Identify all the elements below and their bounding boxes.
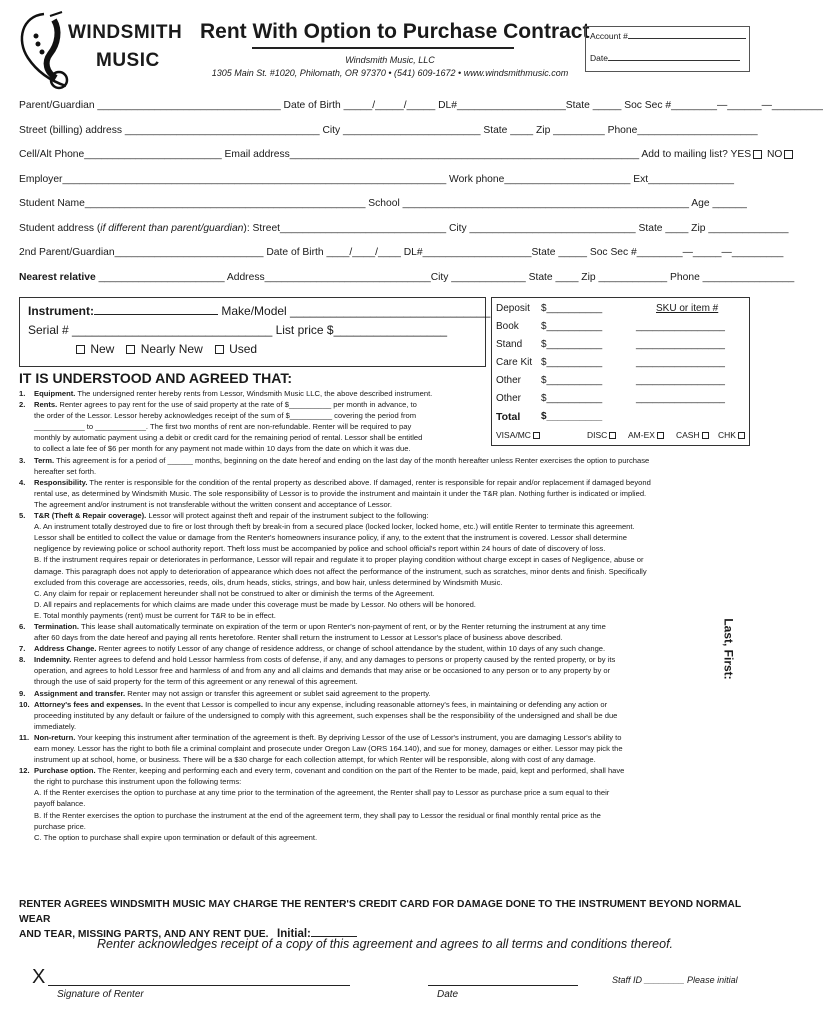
signature-date-label: Date [437, 989, 459, 1000]
mailing-yes-checkbox[interactable] [753, 150, 762, 159]
price-row-sku[interactable]: ________________ [636, 339, 725, 350]
term-line [19, 399, 489, 410]
term-number: 12. [19, 766, 30, 776]
term-line [19, 577, 743, 588]
term-text: operation, and agrees to hold Lessor free and harmless of and from any and all claims and demands that may arise or be occasioned to any person or to any property by or [34, 666, 611, 676]
term-text: purchase price. [34, 821, 86, 831]
price-row-label: Care Kit [496, 357, 533, 368]
term-text: A. If the Renter exercises the option to purchase at any time prior to the termination of the agreement, the Renter shall pay to Lessor as purchase price a sum equal to their [34, 788, 610, 798]
account-label: Account # [590, 31, 628, 41]
employer-row[interactable]: Employer___________________________________________________________________ Work phone______________________ Ext_______________ [19, 174, 734, 185]
student-name-row[interactable]: Student Name_________________________________________________ School __________________________________________________ Age ______ [19, 198, 747, 209]
signature-label: Signature of Renter [57, 989, 144, 1000]
term-line [19, 477, 743, 488]
new-label: New [90, 342, 115, 356]
term-title: Non-return. [34, 732, 76, 742]
term-text: monthly by automatic payment using a debit or credit card for the remaining period of rental. Lessor shall be entitled [34, 433, 423, 443]
term-text: ____________ to ____________. The first two months of rent are non-refundable. Renter will be required to pay [34, 422, 412, 432]
term-text: C. Any claim for repair or replacement hereunder shall not be construed to alter or diminish the terms of the Agreement. [34, 588, 435, 598]
agreement-heading: IT IS UNDERSTOOD AND AGREED THAT: [19, 370, 293, 386]
term-number: 8. [19, 655, 26, 665]
term-title: Responsibility. [34, 477, 88, 487]
term-line [19, 554, 743, 565]
term-title: Address Change. [34, 644, 97, 654]
price-row[interactable] [496, 375, 746, 389]
signature-line[interactable] [48, 985, 350, 986]
notice-line-2: AND TEAR, MISSING PARTS, AND ANY RENT DUE. [19, 929, 269, 940]
price-row-label: Book [496, 321, 519, 332]
student-address-row[interactable] [19, 223, 789, 234]
term-line [19, 765, 743, 776]
term-number: 10. [19, 699, 30, 709]
price-row[interactable] [496, 303, 746, 317]
term-line [19, 466, 743, 477]
price-row-amount[interactable]: $__________ [541, 375, 603, 386]
agreement-terms [19, 388, 743, 843]
student-address-rest: ): Street_____________________________ City _____________________________ State ____ Zip ______________ [243, 223, 789, 234]
notice-line-1: RENTER AGREES WINDSMITH MUSIC MAY CHARGE THE RENTER'S CREDIT CARD FOR DAMAGE DONE TO THE INSTRUMENT BEYOND NORMAL WEAR [19, 899, 741, 925]
date-signature-line[interactable] [428, 985, 578, 986]
term-text: E. Total monthly payments (rent) must be current for T&R to be in effect. [34, 610, 276, 620]
company-address: 1305 Main St. #1020, Philomath, OR 97370 • (541) 609-1672 • www.windsmithmusic.com [211, 68, 569, 78]
term-line [19, 787, 743, 798]
mailing-no-checkbox[interactable] [784, 150, 793, 159]
make-model-field: Make/Model ______________________________ [221, 304, 491, 318]
term-text: B. If the Renter exercises the option to purchase the instrument at the end of the agreement term, they shall pay to Lessor the residual or final monthly rental price as the [34, 810, 601, 820]
term-line [19, 388, 489, 399]
mailing-no-label: NO [767, 149, 783, 160]
term-text: rental use, as determined by Windsmith Music. The sole responsibility of Lessor is to provide the instrument and maintain it under the T&R plan. Nothing further is indicated or implied. [34, 488, 647, 498]
term-text: negligence by reviewing police or school authority report. Theft loss must be accompanied by police and school official's report within 24 hours of date of discovery of loss. [34, 544, 606, 554]
last-first-label-box [718, 620, 754, 690]
term-line [19, 532, 743, 543]
term-text: This agreement is for a period of ______ months, beginning on the date hereof and ending on the last day of the month hereafter unless Renter exercises the option to purchase [54, 455, 650, 465]
term-number: 6. [19, 621, 26, 631]
term-text: Renter agrees to notify Lessor of any change of residence address, or change of school attendance by the student, within 10 days of any such change. [96, 644, 606, 654]
term-title: Term. [34, 455, 55, 465]
term-text: In the event that Lessor is compelled to incur any expense, including reasonable attorney's fees, in maintaining or defending any action or [143, 699, 608, 709]
term-text: earn money. Lessor has the right to both file a criminal complaint and prosecute under Oregon Law (ORS 164.140), and sue for money, damages or either. Lessor may pick the [34, 744, 623, 753]
instrument-label: Instrument: [28, 304, 94, 318]
price-row-sku[interactable]: ________________ [636, 393, 725, 404]
term-text: payoff balance. [34, 799, 86, 809]
price-row[interactable] [496, 321, 746, 335]
price-row[interactable] [496, 357, 746, 371]
term-number: 4. [19, 477, 26, 487]
term-title: Termination. [34, 621, 80, 631]
term-line [19, 665, 743, 676]
price-row-amount[interactable]: $__________ [541, 357, 603, 368]
instrument-line[interactable] [28, 304, 490, 318]
term-text: to collect a late fee of $6 per month for any payment not made within 10 days from the date on which it was due. [34, 444, 411, 454]
payment-method-label: AM-EX [628, 430, 655, 440]
term-text: This lease shall automatically terminate on expiration of the term or upon Renter's non-payment of rent, or by the Renter returning the instrument at any time [79, 621, 606, 631]
student-address-note: if different than parent/guardian [100, 223, 244, 234]
company-name: Windsmith Music, LLC [345, 55, 435, 65]
credit-card-notice [19, 897, 759, 942]
term-text: C. The option to purchase shall expire upon termination or default of this agreement. [34, 832, 318, 842]
term-title: Purchase option. [34, 766, 96, 776]
term-line [19, 632, 743, 643]
term-text: hereafter set forth. [34, 466, 97, 476]
payment-method-label: DISC [587, 430, 608, 440]
last-first-label: Last, First: [721, 618, 736, 680]
term-text: The agreement and/or instrument is not transferable without the written consent and acceptance of Lessor. [34, 499, 392, 509]
price-row-sku[interactable]: ________________ [636, 375, 725, 386]
price-row-label: Other [496, 393, 522, 404]
price-row-label: Deposit [496, 303, 530, 314]
nearly-new-checkbox[interactable] [126, 345, 135, 354]
term-title: Rents. [34, 400, 58, 410]
account-date-label: Date [590, 53, 608, 63]
account-input[interactable] [628, 38, 746, 39]
term-line [19, 743, 743, 754]
payment-method-label: CHK [718, 430, 736, 440]
contact-row-text: Cell/Alt Phone________________________ Email address_____________________________________________________________ Add to mailing list? YES [19, 149, 752, 160]
term-number: 3. [19, 455, 26, 465]
instrument-box [19, 297, 491, 367]
term-text: The renter is responsible for the condition of the rental property as described above. If damaged, renter is responsible for repair and/or replacement if damaged beyond [87, 477, 651, 487]
term-text: Renter agrees to defend and hold Lessor harmless from costs of defense, if any, and any damages to persons or property caused by the rented property, or by its [71, 655, 616, 665]
price-row-amount[interactable]: $__________ [541, 393, 603, 404]
price-row-sku[interactable]: ________________ [636, 321, 725, 332]
acknowledgement-text: Renter acknowledges receipt of a copy of this agreement and agrees to all terms and conditions thereof. [96, 937, 674, 951]
term-line [19, 721, 743, 732]
term-title: Assignment and transfer. [34, 688, 126, 698]
account-line [590, 31, 746, 41]
term-title: T&R (Theft & Repair coverage). [34, 511, 147, 521]
payment-method-label: CASH [676, 430, 700, 440]
term-line [19, 443, 504, 454]
term-text: through the use of said property for the term of this agreement or any renewal of this agreement. [34, 677, 358, 687]
term-text: The undersigned renter hereby rents from Lessor, Windsmith Music LLC, the above described instrument. [75, 389, 433, 398]
nearest-relative-row[interactable] [19, 272, 794, 283]
term-line [19, 599, 743, 610]
term-line [19, 710, 743, 721]
price-row-sku[interactable]: ________________ [636, 357, 725, 368]
payment-method-label: VISA/MC [496, 430, 531, 440]
term-line [19, 810, 743, 821]
term-text: damage. This paragraph does not apply to deterioration of appearance which does not affect the performance of the instrument, such as scratches, minor dents and finish. Specifically [34, 566, 647, 576]
term-line [19, 732, 743, 743]
term-line [19, 499, 743, 510]
parent-guardian-row[interactable]: Parent/Guardian ________________________________ Date of Birth _____/_____/_____ DL#___________________State _____ Soc Sec #________—______—_________ [19, 100, 823, 111]
term-text: The Renter, keeping and performing each and every term, covenant and condition on the part of the Renter to be made, paid, kept and performed, shall have [95, 766, 625, 776]
term-title: Attorney's fees and expenses. [34, 699, 144, 709]
logo-text-line1: WINDSMITH [68, 22, 183, 43]
price-row[interactable] [496, 339, 746, 353]
term-line [19, 821, 743, 832]
term-text: B. If the instrument requires repair or deteriorates in performance, Lessor will repair and regulate it to proper playing condition without charge except in cases of Negligence, abuse or [34, 555, 644, 565]
term-text: the right to purchase this instrument upon the following terms: [34, 777, 242, 787]
price-row-amount[interactable]: $__________ [541, 321, 603, 332]
term-number: 9. [19, 688, 26, 698]
term-line [19, 832, 743, 843]
windsmith-logo [14, 10, 184, 92]
term-text: the order of the Lessor. Lessor hereby acknowledges receipt of the sum of $__________ covering the period from [34, 411, 417, 421]
term-text: instrument up at school, home, or business. There will be a $30 charge for each collection attempt, for which Renter will be responsible, along with cost of any damage. [34, 755, 596, 765]
term-line [19, 488, 743, 499]
term-line [19, 643, 743, 654]
term-text: proceeding instituted by any default or failure of the undersigned to comply with this agreement, such expenses shall be the responsibility of the undersigned and shall be due [34, 710, 618, 720]
staff-id-field[interactable]: Staff ID ________ Please initial [612, 975, 738, 985]
term-text: D. All repairs and replacements for which claims are made under this coverage must be made by Lessor. No others will be honored. [34, 599, 476, 609]
term-title: Indemnity. [34, 655, 72, 665]
term-line [19, 566, 743, 577]
nearly-new-label: Nearly New [140, 342, 203, 356]
initial-label: Initial: [277, 928, 311, 940]
used-label: Used [229, 342, 258, 356]
term-line [19, 510, 743, 521]
billing-address-row[interactable]: Street (billing) address __________________________________ City ________________________ State ____ Zip _________ Phone_____________________ [19, 125, 758, 136]
term-number: 5. [19, 511, 26, 521]
new-checkbox[interactable] [76, 345, 85, 354]
term-line [19, 610, 743, 621]
price-row-amount[interactable]: $__________ [541, 339, 603, 350]
account-box [585, 26, 750, 72]
condition-options [74, 342, 257, 356]
term-text: Your keeping this instrument after termination of the agreement is theft. By depriving Lessor of the use of Lessor's instrument, you are damaging Lessor's ability to [75, 732, 622, 742]
price-row-label: Other [496, 375, 522, 386]
term-line [19, 676, 743, 687]
account-date-input[interactable] [608, 60, 740, 61]
contact-row[interactable] [19, 149, 795, 160]
term-line [19, 521, 743, 532]
term-number: 7. [19, 644, 26, 654]
term-line [19, 776, 743, 787]
term-number: 1. [19, 389, 26, 398]
student-address-prefix: Student address ( [19, 223, 101, 234]
term-text: immediately. [34, 721, 77, 731]
term-number: 11. [19, 732, 30, 742]
title-underline [252, 47, 514, 49]
term-number: 2. [19, 400, 26, 410]
term-text: A. An instrument totally destroyed due to fire or lost through theft by break-in from a secured place (locked locker, locked home, etc.) will entitle Renter to terminate this agreement. [34, 522, 635, 532]
term-text: Lessor will protect against theft and repair of the instrument subject to the following: [146, 511, 429, 521]
term-line [19, 455, 743, 466]
logo-text-line2: MUSIC [96, 50, 160, 71]
term-text: after 60 days from the date hereof and paying all rents heretofore. Renter shall return the instrument to Lessor at Lessor's place of business above described. [34, 633, 563, 643]
used-checkbox[interactable] [215, 345, 224, 354]
nearest-relative-label: Nearest relative [19, 272, 96, 283]
term-text: Lessor shall be entitled to collect the value or damage from the Renter's homeowners insurance policy, if any, to the extent that the instrument is covered. Lessor shall determine [34, 533, 627, 543]
nearest-relative-rest: ______________________ Address_____________________________City _____________ State ____ Zip ____________ Phone ________________ [95, 272, 795, 283]
term-line [19, 410, 504, 421]
price-row-amount[interactable]: $__________ [541, 303, 603, 314]
term-text: Renter may not assign or transfer this agreement or sublet said agreement to the property. [125, 688, 431, 698]
date-line [590, 53, 740, 63]
term-text: excluded from this coverage are accessories, reeds, oils, drum heads, sticks, strings, and bow hair, unless determined by Windsmith Music. [34, 577, 503, 587]
signature-x-mark: X [32, 966, 46, 988]
term-line [19, 654, 743, 665]
instrument-input[interactable] [94, 314, 218, 315]
contract-title: Rent With Option to Purchase Contract [200, 20, 590, 43]
term-line [19, 432, 504, 443]
term-line [19, 621, 743, 632]
term-line [19, 699, 743, 710]
price-row-sku[interactable]: SKU or item # [656, 303, 719, 314]
price-row-label: Total [496, 411, 521, 423]
serial-price-field[interactable]: Serial # ______________________________ List price $_________________ [28, 323, 448, 337]
term-line [19, 754, 743, 765]
term-line [19, 688, 743, 699]
term-line [19, 798, 743, 809]
second-parent-row[interactable]: 2nd Parent/Guardian__________________________ Date of Birth ____/____/____ DL#___________________State _____ Soc Sec #________—_____—_________ [19, 247, 784, 258]
term-title: Equipment. [34, 389, 76, 398]
term-line [19, 543, 743, 554]
term-line [19, 588, 743, 599]
term-text: Renter agrees to pay rent for the use of said property at the rate of $__________ per month in advance, to [57, 400, 417, 410]
term-line [19, 421, 504, 432]
price-row-label: Stand [496, 339, 523, 350]
price-row-amount[interactable]: $__________ [541, 411, 603, 422]
